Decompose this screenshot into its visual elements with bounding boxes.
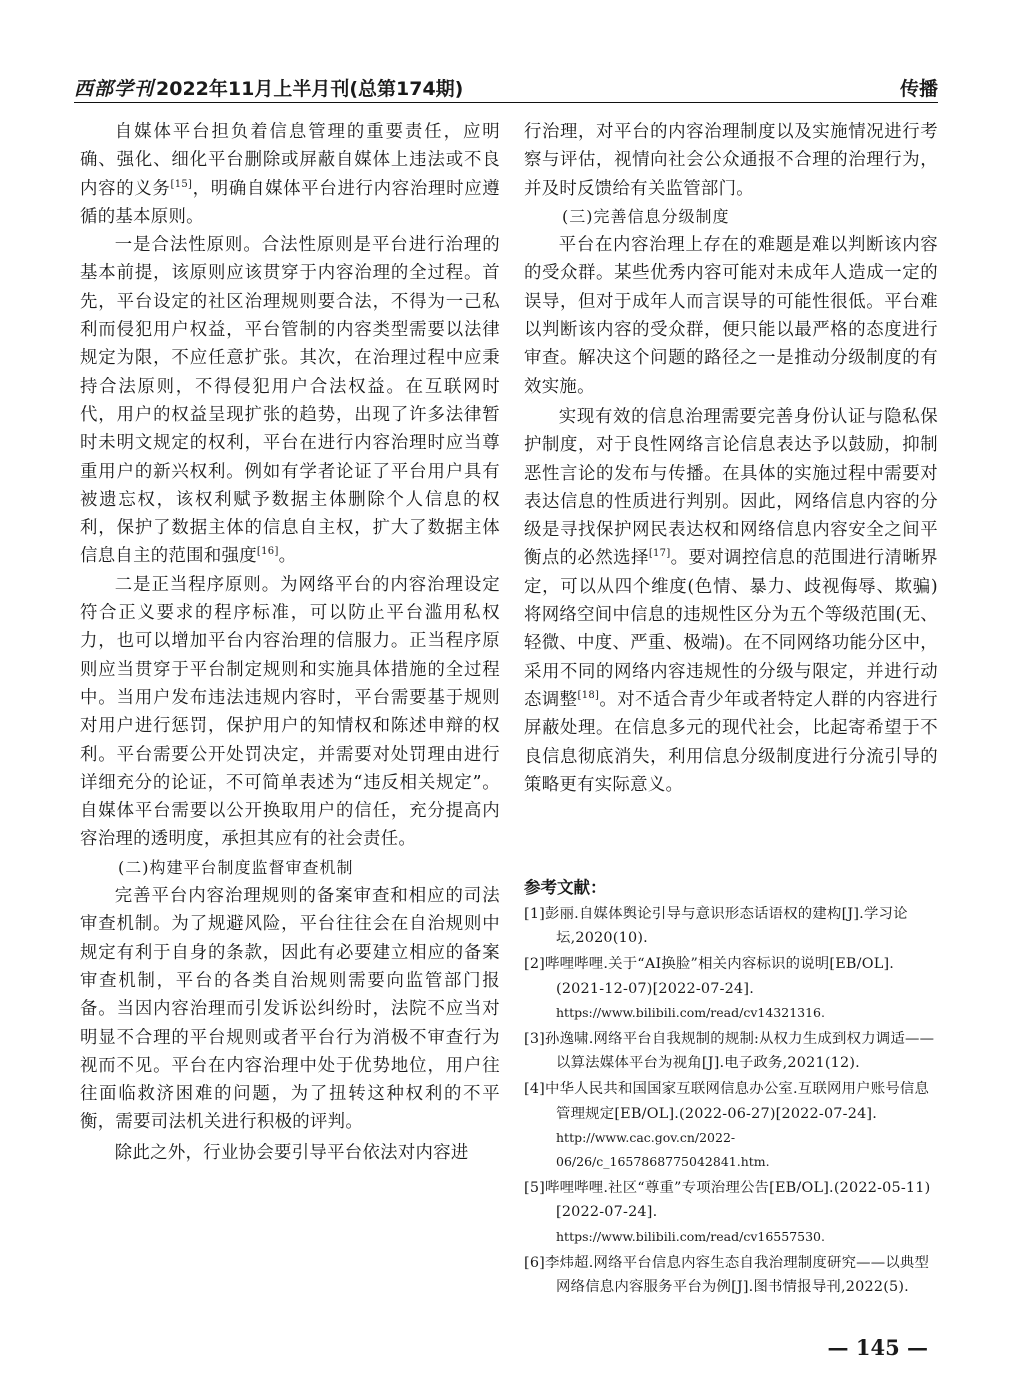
paragraph: 二是正当程序原则。为网络平台的内容治理设定符合正义要求的程序标准，可以防止平台滥用私权力，也可以增加平台内容治理的信服力。正当程序原则应当贯穿于平台制定规则和实施具体措施的全过程中。当用户发布违法违规内容时，平台需要基于规则对用户进行惩罚，保护用户的知情权和陈述申辩的权利。平台需要公开处罚决定，并需要对处罚理由进行详细充分的论证，不可简单表述为“违反相关规定”。自媒体平台需要以公开换取用户的信任，充分提高内容治理的透明度，承担其应有的社会责任。: [80, 574, 500, 850]
header-rule: [74, 102, 938, 103]
references-list: [524, 902, 938, 1301]
running-header: [74, 72, 938, 102]
page-number: — 145 —: [827, 1335, 928, 1360]
reference-url[interactable]: https://www.bilibili.com/read/cv14321316.: [556, 1004, 825, 1020]
reference-url[interactable]: https://www.bilibili.com/read/cv16557530.: [556, 1228, 825, 1244]
reference-url[interactable]: http://www.cac.gov.cn/2022-06/26/c_1657868775042841.htm.: [556, 1129, 770, 1170]
reference-item: [2]哔哩哔哩.关于“AI换脸”相关内容标识的说明[EB/OL].(2021-12-07)[2022-07-24]. https://www.bilibili.com/read/cv14321316.: [524, 952, 938, 1025]
paragraph: 平台在内容治理上存在的难题是难以判断该内容的受众群。某些优秀内容可能对未成年人造成一定的误导，但对于成年人而言误导的可能性很低。平台难以判断该内容的受众群，便只能以最严格的态度进行审查。解决这个问题的路径之一是推动分级制度的有效实施。: [524, 235, 938, 397]
journal-logo: 西部学刊: [74, 78, 155, 100]
right-column: [524, 118, 938, 799]
references-heading: 参考文献：: [524, 878, 607, 897]
reference-item: [5]哔哩哔哩.社区“尊重”专项治理公告[EB/OL].(2022-05-11)[2022-07-24]. https://www.bilibili.com/read/cv16557530.: [524, 1176, 938, 1249]
paragraph: 除此之外，行业协会要引导平台依法对内容进: [114, 1142, 469, 1163]
issue-info: 2022年11月上半月刊(总第174期): [156, 78, 464, 100]
reference-item: [6]李炜超.网络平台信息内容生态自我治理制度研究——以典型网络信息内容服务平台为例[J].图书情报导刊,2022(5).: [524, 1254, 930, 1296]
paragraph: 自媒体平台担负着信息管理的重要责任，应明确、强化、细化平台删除或屏蔽自媒体上违法或不良内容的义务[15]，明确自媒体平台进行内容治理时应遵循的基本原则。: [80, 122, 500, 227]
left-column: [80, 118, 500, 1167]
section-name: 传播: [899, 78, 938, 100]
paragraph: 一是合法性原则。合法性原则是平台进行治理的基本前提，该原则应该贯穿于内容治理的全过程。首先，平台设定的社区治理规则要合法，不得为一己私利而侵犯用户权益，平台管制的内容类型需要以法律规定为限，不应任意扩张。其次，在治理过程中应秉持合法原则，不得侵犯用户合法权益。在互联网时代，用户的权益呈现扩张的趋势，出现了许多法律暂时未明文规定的权利，平台在进行内容治理时应当尊重用户的新兴权利。例如有学者论证了平台用户具有被遗忘权，该权利赋予数据主体删除个人信息的权利，保护了数据主体的信息自主权，扩大了数据主体信息自主的范围和强度[16]。: [80, 235, 500, 567]
reference-item: [4]中华人民共和国国家互联网信息办公室.互联网用户账号信息管理规定[EB/OL].(2022-06-27)[2022-07-24]. http://www.cac.gov.cn/2022-06/26/c_1657868775042841.htm.: [524, 1077, 938, 1174]
citation: [15]: [170, 178, 193, 190]
reference-item: [1]彭丽.自媒体舆论引导与意识形态话语权的建构[J].学习论坛,2020(10).: [524, 906, 908, 947]
paragraph: 完善平台内容治理规则的备案审查和相应的司法审查机制。为了规避风险，平台往往会在自治规则中规定有利于自身的条款，因此有必要建立相应的备案审查机制，平台的各类自治规则需要向监管部门报备。当因内容治理而引发诉讼纠纷时，法院不应当对明显不合理的平台规则或者平台行为消极不审查行为视而不见。平台在内容治理中处于优势地位，用户往往面临救济困难的问题，为了扭转这种权利的不平衡，需要司法机关进行积极的评判。: [80, 886, 500, 1133]
paragraph: 实现有效的信息治理需要完善身份认证与隐私保护制度，对于良性网络言论信息表达予以鼓励，抑制恶性言论的发布与传播。在具体的实施过程中需要对表达信息的性质进行判别。因此，网络信息内容的分级是寻找保护网民表达权和网络信息内容安全之间平衡点的必然选择[17]。要对调控信息的范围进行清晰界定，可以从四个维度(色情、暴力、歧视侮辱、欺骗)将网络空间中信息的违规性区分为五个等级范围(无、轻微、中度、严重、极端)。在不同网络功能分区中，采用不同的网络内容违规性的分级与限定，并进行动态调整[18]。对不适合青少年或者特定人群的内容进行屏蔽处理。在信息多元的现代社会，比起寄希望于不良信息彻底消失，利用信息分级制度进行分流引导的策略更有实际意义。: [524, 406, 939, 795]
citation: [16]: [256, 546, 279, 558]
paragraph-continued: 行治理，对平台的内容治理制度以及实施情况进行考察与评估，视情向社会公众通报不合理的治理行为，并及时反馈给有关监管部门。: [524, 122, 938, 199]
subsection-heading: (三)完善信息分级制度: [562, 206, 730, 226]
reference-item: [3]孙逸啸.网络平台自我规制的规制:从权力生成到权力调适——以算法媒体平台为视角[J].电子政务,2021(12).: [524, 1031, 935, 1072]
citation: [18]: [577, 690, 600, 702]
citation: [17]: [648, 548, 671, 560]
subsection-heading: (二)构建平台制度监督审查机制: [118, 857, 354, 877]
